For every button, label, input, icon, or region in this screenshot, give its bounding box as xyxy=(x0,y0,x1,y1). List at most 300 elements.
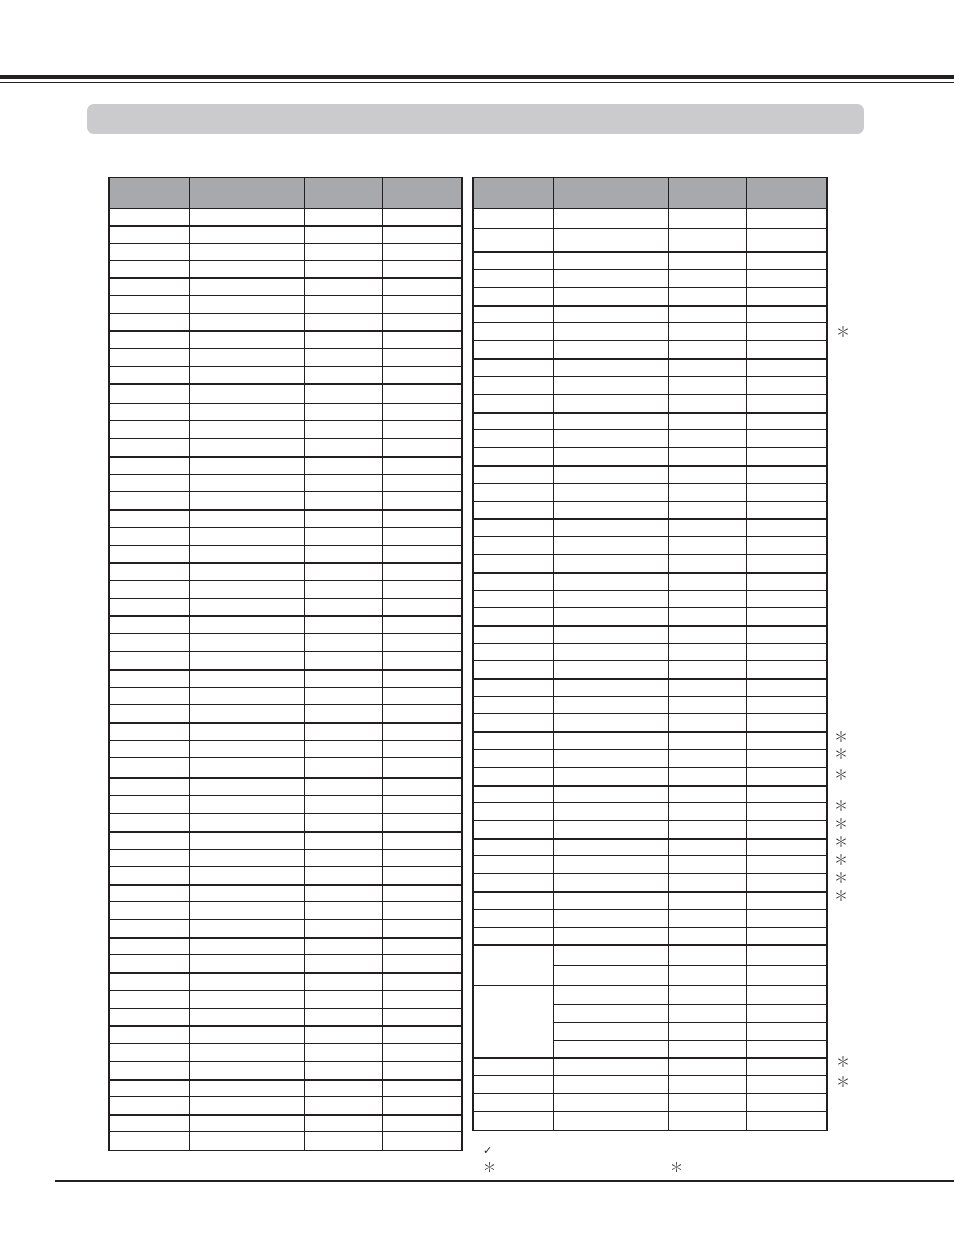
table-cell xyxy=(109,920,189,938)
table-cell xyxy=(109,670,189,688)
table-cell xyxy=(109,492,189,510)
table-cell xyxy=(668,874,746,892)
table-cell xyxy=(304,850,382,867)
table-row xyxy=(109,778,462,796)
table-row xyxy=(109,1009,462,1026)
table-cell xyxy=(109,528,189,546)
footnote-star-2: ＊ xyxy=(670,1161,684,1176)
table-cell xyxy=(382,421,462,439)
table-cell xyxy=(304,652,382,670)
table-cell xyxy=(109,367,189,384)
table-cell xyxy=(109,421,189,439)
table-cell xyxy=(382,492,462,510)
table-cell xyxy=(304,1115,382,1132)
table-cell xyxy=(304,688,382,705)
table-cell xyxy=(109,885,189,902)
table-cell xyxy=(304,778,382,796)
table-cell xyxy=(189,920,304,938)
table-cell xyxy=(382,1026,462,1044)
table-cell xyxy=(473,252,553,270)
table-cell xyxy=(382,867,462,885)
table-cell xyxy=(746,945,827,966)
table-row xyxy=(109,510,462,528)
table-cell xyxy=(746,395,827,413)
table-cell xyxy=(109,634,189,652)
table-row xyxy=(473,803,827,821)
table-cell xyxy=(553,626,668,644)
table-row xyxy=(473,519,827,537)
table-cell xyxy=(189,705,304,723)
table-cell xyxy=(382,1080,462,1097)
table-cell xyxy=(668,714,746,732)
table-cell xyxy=(304,634,382,652)
table-cell xyxy=(189,991,304,1009)
table-cell xyxy=(304,209,382,226)
table-row xyxy=(473,1094,827,1112)
table-cell xyxy=(746,910,827,928)
table-cell xyxy=(668,750,746,768)
asterisk-mark: ＊ xyxy=(834,817,848,833)
table-cell xyxy=(668,945,746,966)
table-cell xyxy=(473,466,553,484)
table-cell xyxy=(746,644,827,661)
table-cell xyxy=(382,1132,462,1151)
table-cell xyxy=(189,867,304,885)
table-cell xyxy=(553,359,668,377)
table-cell xyxy=(189,778,304,796)
table-cell xyxy=(473,448,553,466)
table-cell xyxy=(382,457,462,475)
table-row xyxy=(473,323,827,341)
table-cell xyxy=(668,395,746,413)
table-cell xyxy=(109,973,189,991)
table-cell xyxy=(189,261,304,278)
table-row xyxy=(109,492,462,510)
table-row xyxy=(109,226,462,244)
table-cell xyxy=(553,413,668,430)
table-cell xyxy=(553,448,668,466)
table-cell xyxy=(553,750,668,768)
table-row xyxy=(473,377,827,395)
table-row xyxy=(109,314,462,331)
table-cell xyxy=(746,1005,827,1023)
table-cell xyxy=(668,270,746,288)
table-row xyxy=(473,306,827,323)
table-cell xyxy=(109,1026,189,1044)
table-cell xyxy=(189,492,304,510)
table-cell xyxy=(189,404,304,421)
table-cell xyxy=(304,278,382,296)
table-cell xyxy=(304,314,382,331)
table-cell xyxy=(746,341,827,359)
table-cell xyxy=(382,652,462,670)
table-cell xyxy=(668,892,746,910)
table-cell xyxy=(304,1026,382,1044)
table-cell xyxy=(668,1076,746,1094)
table-cell xyxy=(553,661,668,679)
table-cell xyxy=(553,786,668,803)
table-cell xyxy=(109,832,189,850)
table-cell xyxy=(189,349,304,367)
table-row xyxy=(473,821,827,839)
table-cell xyxy=(668,768,746,786)
table-cell xyxy=(746,928,827,945)
table-cell xyxy=(304,867,382,885)
table-cell xyxy=(304,955,382,973)
table-cell xyxy=(668,856,746,874)
table-cell xyxy=(553,821,668,839)
table-cell xyxy=(746,288,827,306)
table-cell xyxy=(382,991,462,1009)
asterisk-mark: ＊ xyxy=(836,1055,850,1071)
table-cell xyxy=(668,1094,746,1112)
table-cell xyxy=(382,1097,462,1115)
table-cell xyxy=(668,323,746,341)
table-cell xyxy=(382,546,462,563)
table-cell xyxy=(304,599,382,616)
table-cell xyxy=(109,1044,189,1062)
table-cell xyxy=(189,688,304,705)
table-cell xyxy=(382,599,462,616)
table-cell xyxy=(189,885,304,902)
table-cell xyxy=(553,986,668,1005)
asterisk-mark: ＊ xyxy=(834,768,848,784)
table-cell xyxy=(304,563,382,581)
table-cell xyxy=(382,510,462,528)
table-cell xyxy=(304,991,382,1009)
table-cell xyxy=(304,384,382,404)
table-row xyxy=(473,591,827,608)
table-row xyxy=(109,1026,462,1044)
table-cell xyxy=(382,723,462,741)
table-row xyxy=(109,885,462,902)
table-cell xyxy=(109,652,189,670)
table-cell xyxy=(668,555,746,573)
table-cell xyxy=(746,856,827,874)
table-row xyxy=(109,367,462,384)
asterisk-mark: ＊ xyxy=(834,799,848,815)
table-cell xyxy=(473,608,553,626)
table-cell xyxy=(189,955,304,973)
table-cell xyxy=(668,626,746,644)
table-cell xyxy=(553,856,668,874)
table-cell xyxy=(109,867,189,885)
table-cell xyxy=(553,323,668,341)
table-cell xyxy=(553,714,668,732)
table-cell xyxy=(304,331,382,349)
table-cell xyxy=(109,991,189,1009)
table-cell xyxy=(109,796,189,814)
table-row xyxy=(109,475,462,492)
table-row xyxy=(473,573,827,591)
table-cell xyxy=(189,599,304,616)
table-cell xyxy=(109,546,189,563)
table-cell xyxy=(668,430,746,448)
table-cell xyxy=(553,1005,668,1023)
table-row xyxy=(109,616,462,634)
table-cell xyxy=(109,616,189,634)
table-cell xyxy=(668,252,746,270)
table-cell xyxy=(304,244,382,261)
table-cell xyxy=(382,688,462,705)
column-header xyxy=(189,178,304,209)
table-row xyxy=(109,581,462,599)
table-cell xyxy=(668,537,746,555)
table-cell xyxy=(382,563,462,581)
table-cell xyxy=(668,821,746,839)
table-cell xyxy=(109,510,189,528)
table-cell xyxy=(109,741,189,758)
table-cell xyxy=(553,466,668,484)
table-cell xyxy=(473,786,553,803)
column-header xyxy=(304,178,382,209)
table-cell xyxy=(668,1041,746,1058)
table-cell xyxy=(189,226,304,244)
table-cell xyxy=(746,484,827,502)
table-row xyxy=(473,626,827,644)
table-cell xyxy=(382,581,462,599)
table-cell xyxy=(382,850,462,867)
table-cell xyxy=(746,591,827,608)
top-rule-thin xyxy=(0,82,954,83)
table-cell xyxy=(304,296,382,314)
table-cell xyxy=(553,573,668,591)
table-cell xyxy=(473,519,553,537)
table-cell xyxy=(304,1080,382,1097)
table-cell xyxy=(189,1044,304,1062)
table-cell xyxy=(109,688,189,705)
column-header xyxy=(746,178,827,209)
table-cell xyxy=(746,377,827,395)
table-cell xyxy=(382,1062,462,1080)
table-row xyxy=(109,867,462,885)
table-cell xyxy=(189,314,304,331)
table-cell xyxy=(746,573,827,591)
table-cell xyxy=(668,209,746,229)
column-header xyxy=(553,178,668,209)
table-cell xyxy=(109,278,189,296)
table-cell xyxy=(189,244,304,261)
table-cell xyxy=(473,484,553,502)
table-cell xyxy=(304,814,382,832)
table-cell xyxy=(668,928,746,945)
table-cell xyxy=(109,296,189,314)
table-cell xyxy=(553,1112,668,1131)
top-rule xyxy=(0,75,954,79)
table-cell xyxy=(668,679,746,697)
table-cell xyxy=(473,502,553,519)
table-cell xyxy=(553,608,668,626)
table-cell xyxy=(189,938,304,955)
table-row xyxy=(109,796,462,814)
table-cell xyxy=(473,839,553,856)
table-cell xyxy=(382,814,462,832)
table-cell xyxy=(189,296,304,314)
table-cell xyxy=(473,697,553,714)
table-cell xyxy=(668,413,746,430)
table-cell xyxy=(189,796,304,814)
table-cell xyxy=(109,457,189,475)
table-row xyxy=(473,288,827,306)
table-row xyxy=(109,723,462,741)
table-cell xyxy=(304,492,382,510)
table-row xyxy=(109,670,462,688)
table-cell xyxy=(746,608,827,626)
table-row xyxy=(473,732,827,750)
table-row xyxy=(473,1112,827,1131)
table-cell xyxy=(746,1041,827,1058)
table-cell xyxy=(668,573,746,591)
table-cell xyxy=(746,430,827,448)
table-cell xyxy=(304,705,382,723)
table-cell xyxy=(553,430,668,448)
table-row xyxy=(109,439,462,457)
section-title-bar xyxy=(87,104,864,134)
table-cell xyxy=(189,546,304,563)
table-cell xyxy=(473,679,553,697)
table-cell xyxy=(553,966,668,986)
table-row xyxy=(473,714,827,732)
table-cell xyxy=(304,404,382,421)
table-cell xyxy=(668,803,746,821)
table-cell xyxy=(189,1009,304,1026)
table-cell xyxy=(109,705,189,723)
table-cell xyxy=(189,741,304,758)
table-cell xyxy=(473,591,553,608)
table-cell xyxy=(553,874,668,892)
table-row xyxy=(473,874,827,892)
table-cell xyxy=(746,1058,827,1076)
table-cell xyxy=(304,510,382,528)
table-row xyxy=(109,705,462,723)
table-cell xyxy=(382,528,462,546)
table-row xyxy=(109,296,462,314)
table-cell xyxy=(109,244,189,261)
table-cell xyxy=(746,519,827,537)
table-cell xyxy=(553,484,668,502)
table-cell xyxy=(109,314,189,331)
table-cell xyxy=(189,457,304,475)
table-cell xyxy=(304,457,382,475)
table-cell xyxy=(382,278,462,296)
table-row xyxy=(109,955,462,973)
table-row xyxy=(109,741,462,758)
table-cell xyxy=(553,803,668,821)
table-cell xyxy=(553,288,668,306)
table-cell xyxy=(668,608,746,626)
table-cell xyxy=(668,786,746,803)
table-row xyxy=(473,910,827,928)
table-row xyxy=(109,1044,462,1062)
table-row xyxy=(473,359,827,377)
table-row xyxy=(109,1062,462,1080)
table-cell xyxy=(304,723,382,741)
column-header xyxy=(109,178,189,209)
table-cell xyxy=(189,384,304,404)
table-cell xyxy=(553,697,668,714)
table-cell xyxy=(746,323,827,341)
table-cell xyxy=(473,306,553,323)
table-cell xyxy=(473,395,553,413)
table-row xyxy=(109,652,462,670)
table-cell xyxy=(668,288,746,306)
table-cell xyxy=(553,1023,668,1041)
table-row xyxy=(109,832,462,850)
table-cell xyxy=(304,1009,382,1026)
table-cell xyxy=(473,910,553,928)
table-row xyxy=(109,1097,462,1115)
table-cell xyxy=(189,1115,304,1132)
table-cell xyxy=(109,1062,189,1080)
table-row xyxy=(109,599,462,616)
table-cell xyxy=(304,1062,382,1080)
table-cell xyxy=(382,902,462,920)
table-cell xyxy=(109,349,189,367)
table-cell xyxy=(473,986,553,1058)
table-cell xyxy=(109,261,189,278)
table-cell xyxy=(473,209,553,229)
table-cell xyxy=(189,973,304,991)
table-cell xyxy=(109,850,189,867)
table-cell xyxy=(382,209,462,226)
table-cell xyxy=(382,331,462,349)
asterisk-mark: ＊ xyxy=(834,730,848,746)
table-cell xyxy=(382,226,462,244)
table-cell xyxy=(553,270,668,288)
table-cell xyxy=(746,537,827,555)
table-cell xyxy=(668,377,746,395)
table-cell xyxy=(189,814,304,832)
table-cell xyxy=(668,519,746,537)
table-row xyxy=(473,209,827,229)
table-row xyxy=(109,902,462,920)
table-cell xyxy=(553,306,668,323)
table-cell xyxy=(553,591,668,608)
table-cell xyxy=(473,874,553,892)
table-row xyxy=(109,331,462,349)
table-cell xyxy=(304,741,382,758)
table-row xyxy=(109,1132,462,1151)
table-cell xyxy=(382,475,462,492)
table-row xyxy=(473,892,827,910)
table-row xyxy=(473,661,827,679)
table-row xyxy=(109,421,462,439)
table-cell xyxy=(473,768,553,786)
table-cell xyxy=(304,920,382,938)
table-cell xyxy=(304,528,382,546)
table-cell xyxy=(553,341,668,359)
table-cell xyxy=(109,209,189,226)
asterisk-mark: ＊ xyxy=(834,853,848,869)
table-cell xyxy=(109,1009,189,1026)
table-cell xyxy=(668,502,746,519)
table-cell xyxy=(109,778,189,796)
table-cell xyxy=(553,839,668,856)
table-cell xyxy=(382,616,462,634)
table-cell xyxy=(473,1094,553,1112)
table-cell xyxy=(382,296,462,314)
table-row xyxy=(109,528,462,546)
table-cell xyxy=(189,209,304,226)
table-cell xyxy=(746,270,827,288)
table-row xyxy=(109,688,462,705)
asterisk-mark: ＊ xyxy=(836,1075,850,1091)
table-row xyxy=(473,448,827,466)
table-cell xyxy=(668,359,746,377)
table-cell xyxy=(746,750,827,768)
table-cell xyxy=(746,1112,827,1131)
table-cell xyxy=(668,448,746,466)
